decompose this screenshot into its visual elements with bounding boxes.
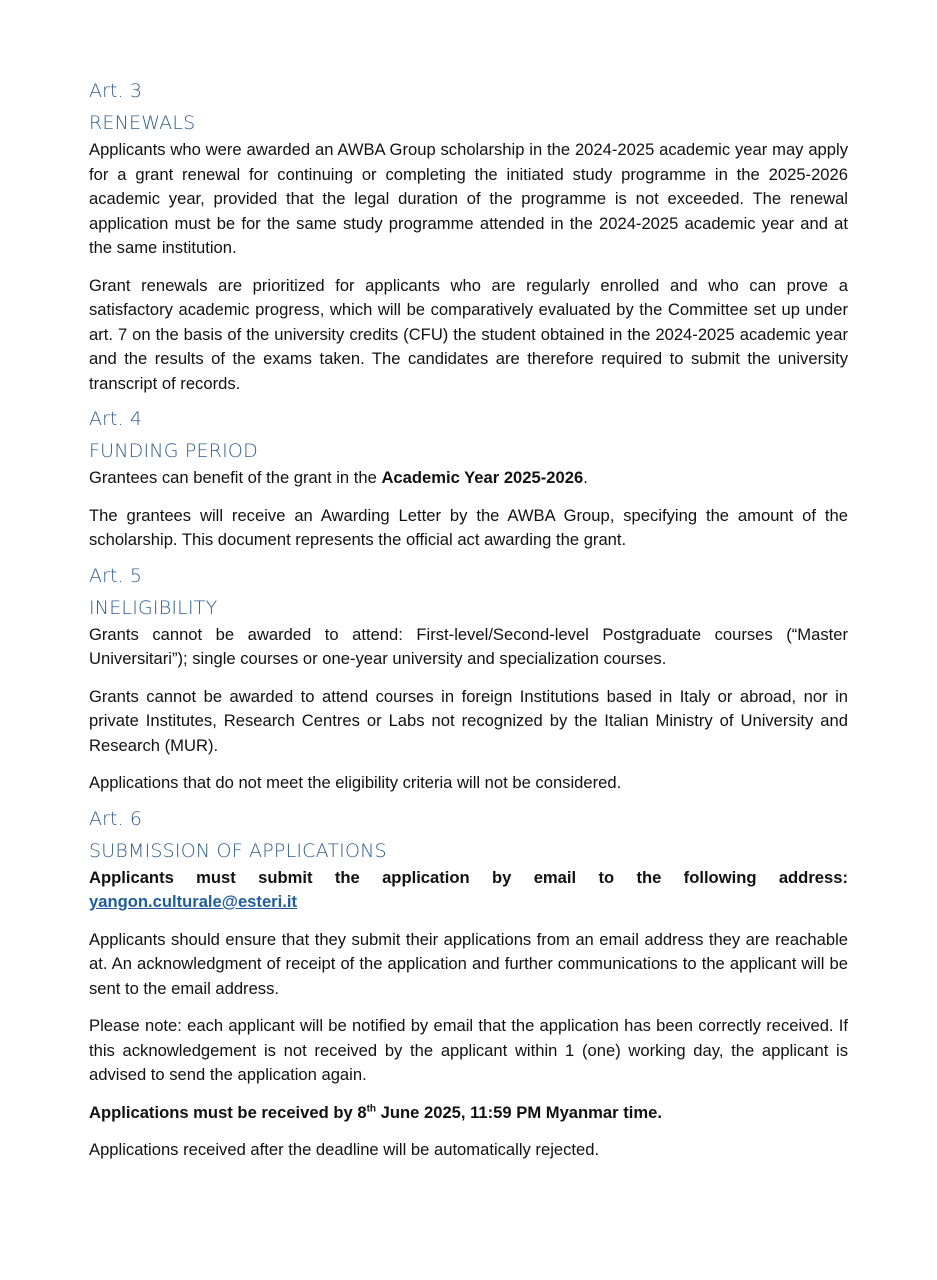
document-page	[89, 78, 848, 1176]
text-run: Grantees can benefit of the grant in the	[89, 468, 382, 487]
paragraph: Applicants who were awarded an AWBA Group scholarship in the 2024-2025 academic year may apply for a grant renewal for continuing or completing the initiated study programme in the 2025-2026 academic year, provided that the legal duration of the programme is not exceeded. The renewal application must be for the same study programme attended in the 2024-2025 academic year and at the same institution.	[89, 140, 848, 257]
paragraph: Grant renewals are prioritized for applicants who are regularly enrolled and who can prove a satisfactory academic progress, which will be comparatively evaluated by the Committee set up under art. 7 on the basis of the university credits (CFU) the student obtained in the 2024-2025 academic year and the results of the exams taken. The candidates are therefore required to submit the university transcript of records.	[89, 275, 848, 393]
text-run: Applications must be received by 8	[89, 1102, 367, 1122]
article-4	[89, 406, 848, 553]
paragraph: Applications received after the deadline will be automatically rejected.	[89, 1140, 600, 1159]
article-3	[89, 78, 848, 396]
ordinal-suffix: th	[366, 1102, 377, 1114]
article-number: Art. 4	[89, 408, 143, 430]
article-heading: RENEWALS	[89, 112, 196, 134]
deadline-paragraph	[89, 1101, 848, 1126]
email-link[interactable]: yangon.culturale@esteri.it	[89, 892, 297, 911]
submission-instruction: Applicants must submit the application by email to the following address:	[89, 867, 848, 887]
paragraph: Grants cannot be awarded to attend courses in foreign Institutions based in Italy or abroad, nor in private Institutes, Research Centres or Labs not recognized by the Italian Ministry of University and Research (MUR).	[89, 686, 848, 755]
article-number: Art. 3	[89, 80, 143, 102]
text-run: .	[583, 468, 588, 487]
paragraph: The grantees will receive an Awarding Letter by the AWBA Group, specifying the amount of the scholarship. This document represents the official act awarding the grant.	[89, 505, 848, 549]
paragraph	[89, 466, 848, 491]
article-5	[89, 563, 848, 796]
academic-year-bold: Academic Year 2025-2026	[381, 468, 584, 487]
article-heading: FUNDING PERIOD	[89, 440, 258, 462]
paragraph: Applications that do not meet the eligibility criteria will not be considered.	[89, 773, 622, 792]
paragraph	[89, 866, 848, 915]
article-6	[89, 806, 848, 1163]
article-number: Art. 6	[89, 807, 143, 830]
text-run: June 2025, 11:59 PM Myanmar time.	[376, 1102, 662, 1122]
article-heading: SUBMISSION OF APPLICATIONS	[89, 839, 387, 862]
article-number: Art. 5	[89, 564, 143, 587]
article-heading: INELIGIBILITY	[89, 596, 218, 619]
paragraph: Please note: each applicant will be notified by email that the application has been correctly received. If this acknowledgement is not received by the applicant within 1 (one) working day, the applicant is advised to send the application again.	[89, 1016, 848, 1084]
paragraph: Grants cannot be awarded to attend: First-level/Second-level Postgraduate courses (“Master Universitari”); single courses or one-year university and specialization courses.	[89, 624, 848, 668]
paragraph: Applicants should ensure that they submit their applications from an email address they are reachable at. An acknowledgment of receipt of the application and further communications to the applicant will be sent to the email address.	[89, 929, 848, 998]
